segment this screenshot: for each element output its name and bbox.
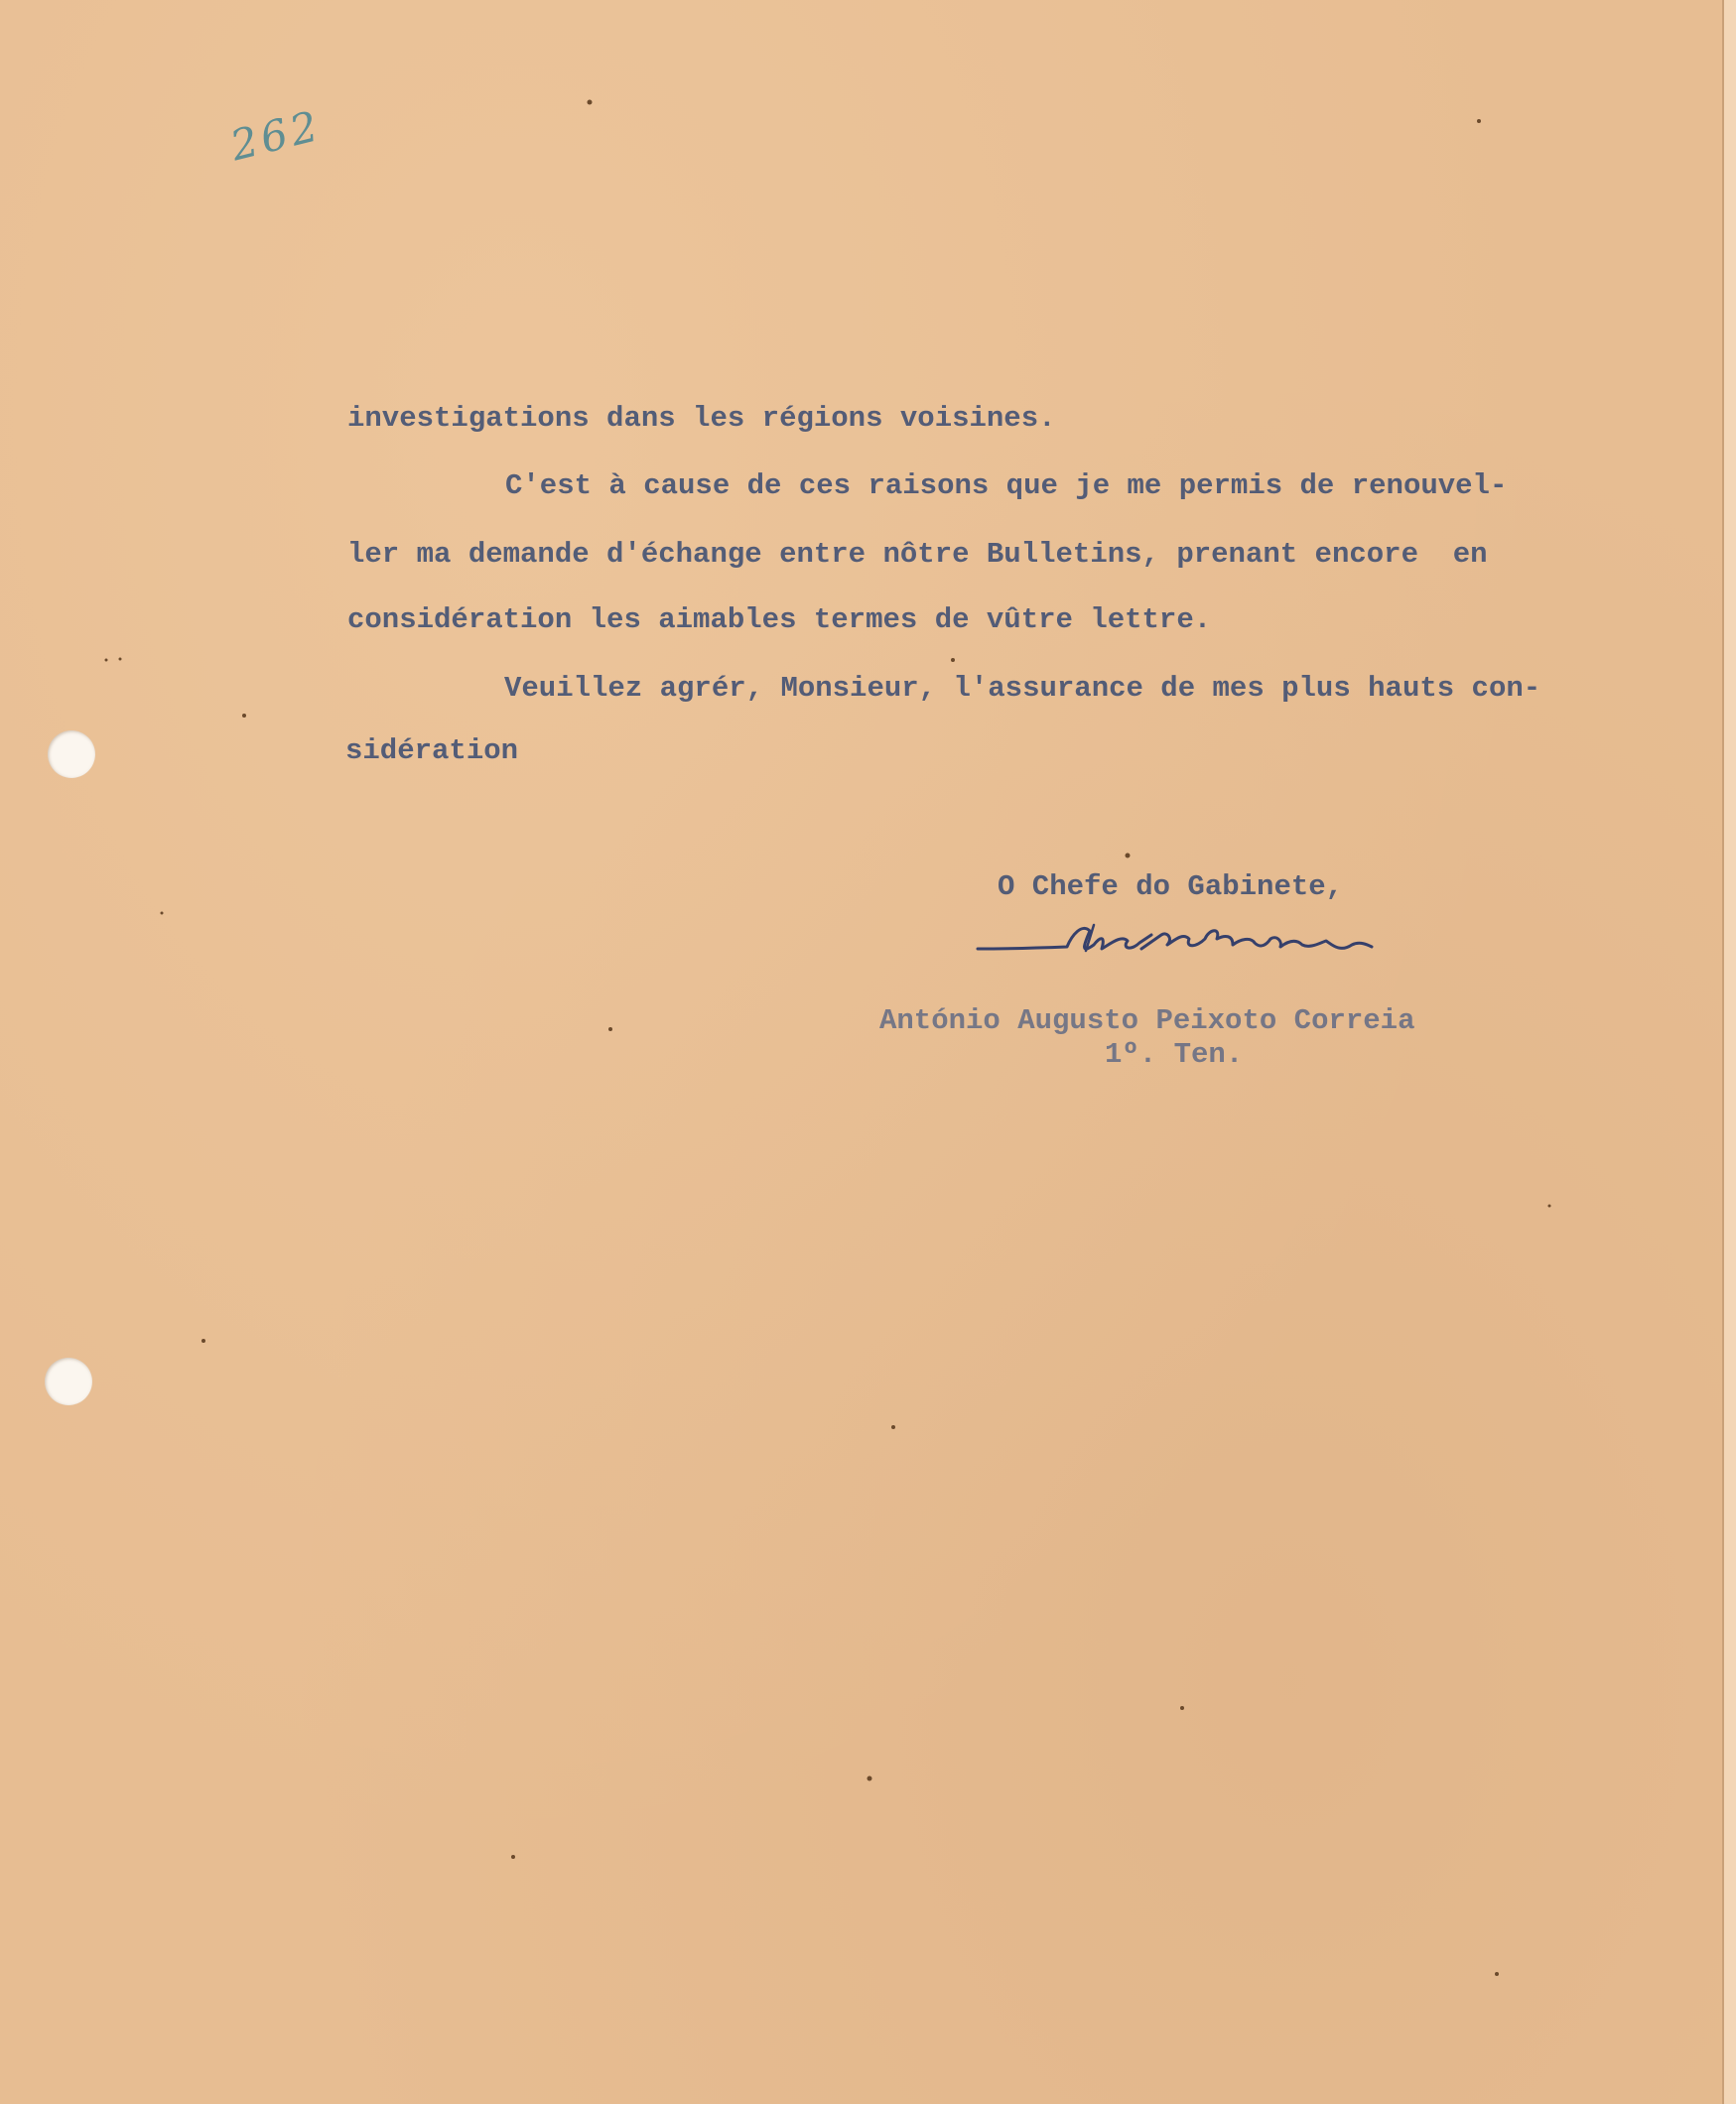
signatory-rank: 1º. Ten. bbox=[1105, 1038, 1244, 1071]
body-line-6: sidération bbox=[345, 734, 519, 767]
body-line-1: investigations dans les régions voisines. bbox=[347, 402, 1056, 435]
body-line-5: Veuillez agrér, Monsieur, l'assurance de mes plus hauts con- bbox=[504, 672, 1541, 705]
signature bbox=[973, 905, 1469, 975]
handwritten-page-number: 262 bbox=[225, 100, 327, 171]
closing-title: O Chefe do Gabinete, bbox=[998, 870, 1344, 903]
page-edge bbox=[1724, 0, 1736, 2104]
body-line-2: C'est à cause de ces raisons que je me permis de renouvel- bbox=[505, 469, 1508, 502]
body-line-4: considération les aimables termes de vûtre lettre. bbox=[347, 603, 1212, 636]
punch-hole-bottom bbox=[45, 1358, 92, 1405]
body-line-3: ler ma demande d'échange entre nôtre Bulletins, prenant encore en bbox=[347, 538, 1488, 571]
punch-hole-top bbox=[48, 730, 95, 778]
signatory-name: António Augusto Peixoto Correia bbox=[879, 1004, 1415, 1037]
